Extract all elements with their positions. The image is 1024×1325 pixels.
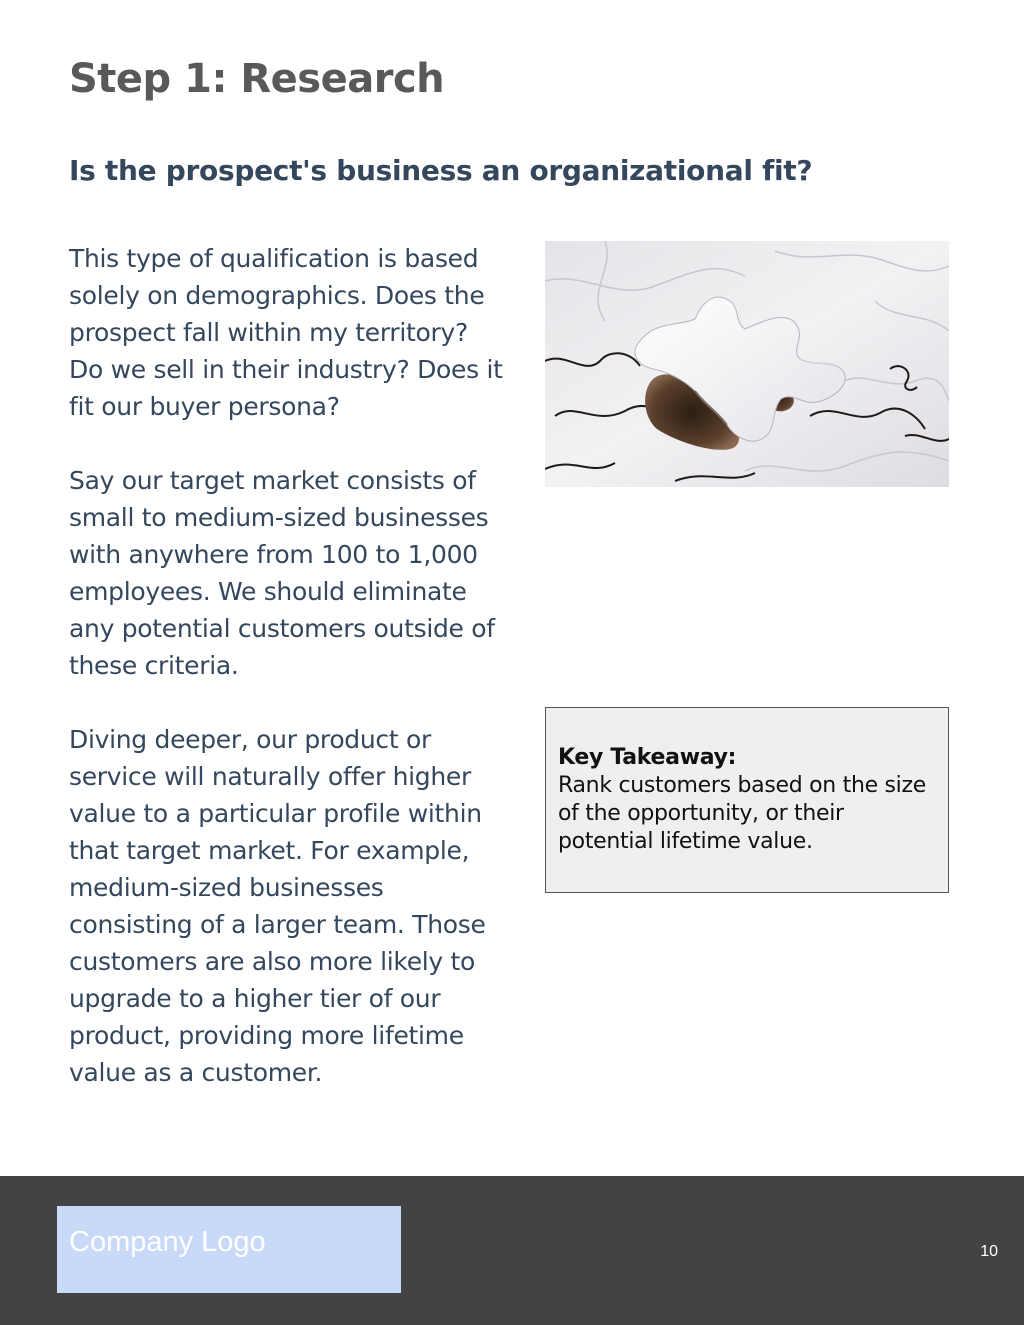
company-logo-placeholder [57, 1206, 401, 1293]
page-title: Step 1: Research [69, 56, 445, 102]
body-paragraph-1: This type of qualification is based solely on demographics. Does the prospect fall within my territory? Do we sell in their industry? Does it fit our buyer persona? [69, 244, 503, 421]
body-text-column [69, 240, 509, 1128]
key-takeaway-heading: Key Takeaway: [558, 745, 737, 770]
body-paragraph-2: Say our target market consists of small to medium-sized businesses with anywhere from 100 to 1,000 employees. We should eliminate any potential customers outside of these criteria. [69, 466, 495, 680]
page-subtitle: Is the prospect's business an organizational fit? [69, 154, 813, 187]
footer-bar [0, 1176, 1024, 1325]
key-takeaway-box [545, 707, 949, 893]
page-number: 10 [980, 1243, 998, 1260]
key-takeaway-text: Rank customers based on the size of the opportunity, or their potential lifetime value. [558, 773, 926, 854]
body-paragraph-3: Diving deeper, our product or service will naturally offer higher value to a particular profile within that target market. For example, medium-sized businesses consisting of a larger team. Those customers are also more likely to upgrade to a higher tier of our product, providing more lifetime value as a customer. [69, 725, 486, 1087]
puzzle-pieces-photo [545, 241, 949, 487]
key-takeaway-content [558, 744, 938, 856]
company-logo-text: Company Logo [69, 1226, 266, 1258]
